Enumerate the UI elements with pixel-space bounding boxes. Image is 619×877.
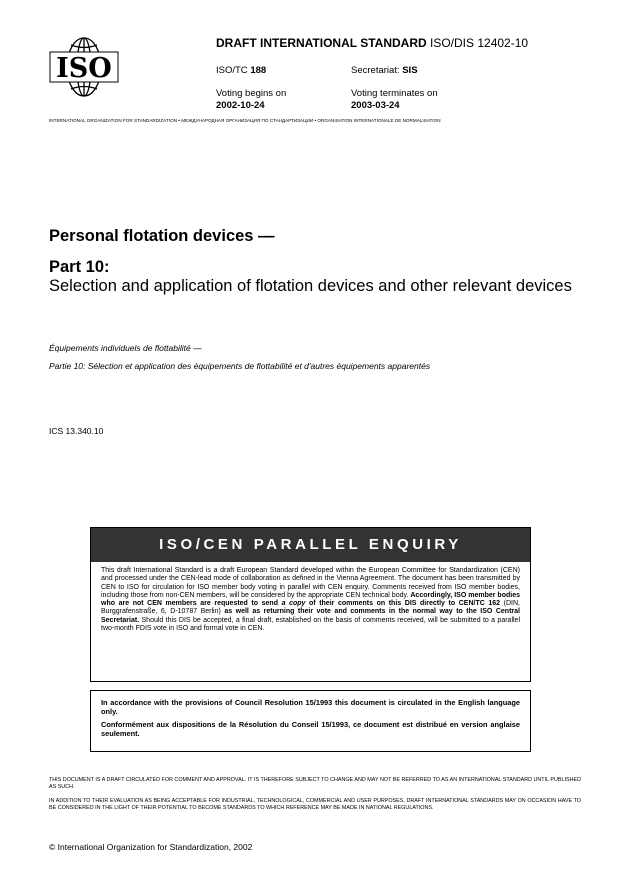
french-part-title: Partie 10: Sélection et application des équipements de flottabilité et d'autres équipements apparentés [49, 361, 431, 371]
resolution-french: Conformément aux dispositions de la Résolution du Conseil 15/1993, ce document est distribué en version anglaise seulement. [101, 720, 520, 738]
tc-info: ISO/TC 188 [216, 65, 267, 76]
doc-number: ISO/DIS 12402-10 [430, 36, 529, 50]
iso-logo-text: ISO [56, 53, 112, 84]
iso-logo [49, 36, 119, 98]
ics-code: ICS 13.340.10 [49, 426, 104, 436]
part-number: Part 10: [49, 258, 110, 276]
french-main-title: Équipements individuels de flottabilité — [49, 343, 202, 353]
council-resolution-box [90, 690, 531, 752]
doc-type: DRAFT INTERNATIONAL STANDARD [216, 36, 427, 50]
disclaimer-evaluation: IN ADDITION TO THEIR EVALUATION AS BEING ACCEPTABLE FOR INDUSTRIAL, TECHNOLOGICAL, COMMERCIAL AND USER PURPOSES, DRAFT INTERNATIONAL STANDARDS MAY ON OCCASION HAVE TO BE CONSIDERED IN THE LIGHT OF THEIR POTENTIAL TO BECOME STANDARDS TO WHICH REFERENCE MAY BE MADE IN NATIONAL REGULATIONS. [49, 798, 581, 811]
voting-terminates: Voting terminates on 2003-03-24 [351, 88, 438, 111]
disclaimer-draft: THIS DOCUMENT IS A DRAFT CIRCULATED FOR COMMENT AND APPROVAL. IT IS THEREFORE SUBJECT TO CHANGE AND MAY NOT BE REFERRED TO AS AN INTERNATIONAL STANDARD UNTIL PUBLISHED AS SUCH. [49, 777, 581, 790]
copyright: © International Organization for Standardization, 2002 [49, 842, 253, 852]
organization-line: INTERNATIONAL ORGANIZATION FOR STANDARDIZATION • МЕЖДУНАРОДНАЯ ОРГАНИЗАЦИЯ ПО СТАНДАРТИЗАЦИИ • ORGANISATION INTERNATIONALE DE NORMALISATION [49, 118, 441, 123]
parallel-enquiry-text: This draft International Standard is a draft European Standard developed within the European Committee for Standardization (CEN) and processed under the CEN-lead mode of collaboration as defined in the Vienna Agreement. The document has been transmitted by CEN to ISO for circulation for ISO member body voting in parallel with CEN enquiry. Comments received from ISO member bodies, including those from non-CEN members, will be considered by the appropriate CEN technical body. Accordingly, ISO member bodies who are not CEN members are requested to send a copy of their comments on this DIS directly to CEN/TC 162 (DIN, Burggrafenstraße, 6, D-10787 Berlin) as well as returning their vote and comments in the normal way to the ISO Central Secretariat. Should this DIS be accepted, a final draft, established on the basis of comments received, will be submitted to a parallel two-month FDIS vote in ISO and formal vote in CEN. [101, 567, 520, 633]
document-header [216, 36, 528, 50]
parallel-enquiry-box [90, 527, 531, 682]
voting-begins: Voting begins on 2002-10-24 [216, 88, 287, 111]
parallel-enquiry-heading: ISO/CEN PARALLEL ENQUIRY [91, 528, 530, 562]
secretariat-info: Secretariat: SIS [351, 65, 418, 76]
main-title: Personal flotation devices — [49, 227, 275, 245]
part-title: Selection and application of flotation devices and other relevant devices [49, 277, 572, 295]
resolution-english: In accordance with the provisions of Council Resolution 15/1993 this document is circulated in the English language only. [101, 698, 520, 716]
